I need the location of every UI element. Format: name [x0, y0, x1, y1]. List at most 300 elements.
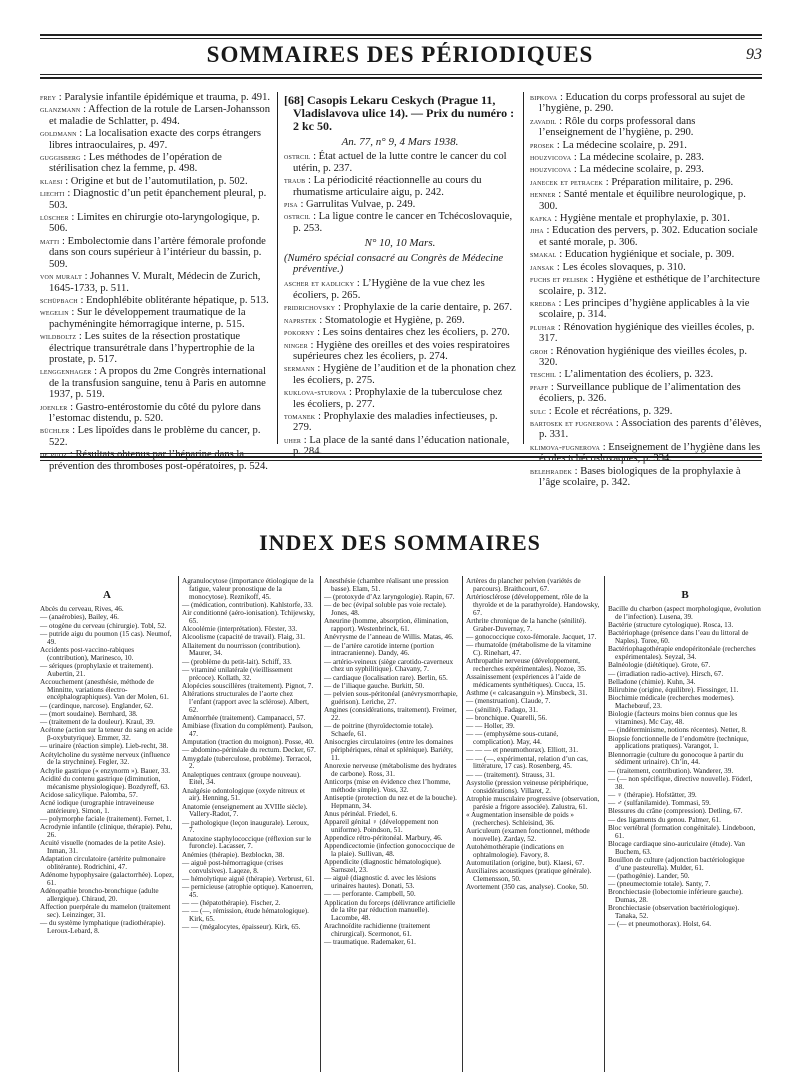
index-entry: — — (emphysème sous-cutané, complication). May, 44.: [466, 730, 559, 746]
index-entry: — (irradiation radio-active). Hirsch, 67.: [608, 669, 724, 678]
page-header-title: SOMMAIRES DES PÉRIODIQUES: [206, 42, 594, 67]
summary-entry: [530, 249, 762, 260]
entry-author: traub: [284, 175, 306, 186]
entry-author: houzvicova: [530, 152, 572, 163]
index-entry: Acuité visuelle (nomades de la petite Asie). Inman, 31.: [40, 839, 166, 855]
index-letter-b: B: [681, 589, 689, 601]
summary-entry: [40, 331, 272, 365]
summary-entry: [40, 425, 272, 448]
index-entry: — (cardinque, narcose). Englander, 62.: [40, 701, 154, 710]
index-entry: — rhumatoïde (métabolisme de la vitamine C). Rinehart, 47.: [466, 641, 592, 657]
index-entries-5: [608, 606, 762, 929]
entry-author: fuchs et pelisek: [530, 274, 589, 285]
entry-author: sulc: [530, 405, 547, 416]
index-entry: — (pneumectomie totale). Santy, 7.: [608, 880, 711, 888]
index-entry: — — (mégalocytes, épaisseur). Kirk, 65.: [182, 923, 301, 932]
entry-author: kuklova-sturova: [284, 387, 347, 398]
index-entry: Adénopathie broncho-bronchique (adulte allergique). Chiraud, 20.: [40, 887, 159, 903]
index-entry: Alcoolisme (capacité de travail). Flaig, 31.: [182, 633, 305, 642]
summary-entry: [40, 176, 272, 187]
index-entry: — (protoxyde d’Az laryngologie). Rapin, 67.: [324, 593, 455, 601]
index-entry: — (— et pneumothorax). Holst, 64.: [608, 920, 712, 929]
entry-text: : Origine et but de l’automutilation, p. 502.: [65, 175, 248, 187]
entry-text: : Sur le développement traumatique de la pachyméningite hémorragique interne, p. 515.: [49, 307, 246, 330]
entry-text: : État actuel de la lutte contre le cancer du col utérin, p. 237.: [293, 151, 507, 174]
entry-text: : Prophylaxie de la carie dentaire, p. 267.: [337, 302, 513, 314]
issue-note: (Numéro spécial consacré au Congrès de Médecine préventive.): [284, 252, 504, 276]
summary-entry: [40, 152, 272, 175]
index-entry: — abdomino-périnéale du rectum. Decker, 67.: [182, 746, 316, 755]
entry-text: : L’alimentation des écoliers, p. 323.: [558, 369, 714, 381]
index-entry: Artères du plancher pelvien (variétés de parcours). Braithcourt, 67.: [466, 577, 581, 593]
entry-text: : Ecole et récréations, p. 329.: [548, 405, 673, 417]
entry-author: guggisberg: [40, 152, 81, 163]
index-column-5: [608, 578, 762, 1070]
summary-entry: [530, 92, 762, 115]
index-entry: Biologie (facteurs moins bien connus que les vitamines). Mc Cay, 48.: [608, 710, 738, 726]
index-entry: — (mort soudaine). Bernhard, 38.: [40, 709, 138, 718]
index-entry: — de l’iliaque gauche. Burkitt, 50.: [324, 681, 425, 690]
entry-text: : Limites en chirurgie oto-laryngologique, p. 506.: [49, 212, 260, 235]
index-entry: — otogène du cerveau (chirurgie). Tobl, 52.: [40, 621, 167, 630]
entry-author: groh: [530, 345, 548, 356]
index-entry: Accouchement (anesthésie, méthode de Minnitte, variations électro-encéphalographiques). Van der Molen, 61.: [40, 677, 169, 702]
index-entry: Bloc vertébral (formation congénitale). Lindeboon, 61.: [608, 823, 756, 840]
index-entry: Avortement (350 cas, analyse). Cooke, 50.: [466, 883, 589, 891]
header-rule-top-2: [40, 38, 762, 39]
entry-author: lenggenhager: [40, 366, 92, 377]
index-entry: — — (hépatothérapie). Fischer, 2.: [182, 899, 281, 907]
index-entry: Adaptation circulatoire (artérite pulmonaire oblitérante). Rodrichini, 47.: [40, 855, 166, 871]
entry-author: ostrcil: [284, 211, 311, 222]
entry-author: matti: [40, 235, 60, 246]
entry-author: kredba: [530, 297, 556, 308]
summary-entry: [284, 175, 516, 198]
entry-author: houzvicova: [530, 164, 572, 175]
summary-entry: [530, 140, 762, 151]
index-entry: — (problème du petit-lait). Schiff, 33.: [182, 657, 292, 666]
index-entry: — aiguë post-hémorragique (crises convulsives). Laqeze, 8.: [182, 858, 284, 875]
index-entry: Anus périnéal. Friedel, 6.: [324, 809, 398, 818]
summary-entry: [40, 295, 272, 306]
index-entry: Angines (considérations, traitement). Freimer, 22.: [324, 706, 457, 722]
entry-text: : La périodicité réactionnelle au cours du rhumatisme articulaire aigu, p. 242.: [293, 175, 482, 198]
index-entry: Biopsie fonctionnelle de l’endomètre (technique, applications pratiques). Varangot, 1.: [608, 734, 749, 751]
entry-text: : Rénovation hygiénique des vieilles écoles, p. 320.: [539, 345, 747, 368]
index-entry: Acétone (action sur la teneur du sang en acide β-oxybutyrique). Emmer, 32.: [40, 726, 173, 742]
entry-text: : Prophylaxie de la tuberculose chez les écoliers, p. 277.: [293, 387, 503, 410]
entry-author: uher: [284, 434, 302, 445]
index-letter-a: A: [103, 589, 111, 601]
entry-author: von muralt: [40, 271, 82, 282]
entry-author: tomanek: [284, 410, 316, 421]
index-entry: Anémies (thérapie). Bezblockn, 38.: [182, 850, 285, 859]
index-entry: Analeptiques centraux (groupe nouveau). Eitel, 34.: [182, 770, 301, 787]
section-rule-3: [40, 460, 762, 461]
entry-text: : Les soins dentaires chez les écoliers, p. 270.: [317, 327, 510, 339]
summary-entry: [530, 322, 762, 345]
periodicals-summary: [40, 92, 762, 488]
index-entry: Bouillon de culture (adjonction bactériologique d’une pasteurella). Mulder, 61.: [608, 855, 745, 872]
entry-author: glanzmann: [40, 104, 81, 115]
summary-entry: [530, 152, 762, 163]
index-entry: Belladone (chimie). Kuhn, 34.: [608, 677, 696, 686]
entry-text: : Les lipoïdes dans le problème du cancer, p. 522.: [49, 425, 261, 448]
index-entry: — (pathogénie). Lander, 50.: [608, 871, 690, 880]
entry-text: : Santé mentale et équilibre neurologique, p. 300.: [539, 189, 746, 212]
index-entry: Arthropathie nerveuse (développement, recherches expérimentales). Nozoe, 35.: [466, 657, 587, 673]
issue-heading-1: An. 77, n° 9, 4 Mars 1938.: [341, 136, 459, 148]
index-entry: Affection puerpérale du mamelon (traitement sec). Leinzinger, 31.: [40, 903, 171, 919]
entry-text: : Education des pervers, p. 302. Education sociale et santé morale, p. 306.: [539, 225, 758, 248]
journal-heading: [68] Casopis Lekaru Ceskych (Prague 11, Vladislavova ulice 14). — Prix du numéro : 2 kc 50.: [284, 93, 515, 133]
header-rule-bottom-2: [40, 77, 762, 79]
entry-text: : Diagnostic d’un petit épanchement pleural, p. 503.: [49, 188, 267, 211]
index-entry: Acidité du contenu gastrique (diminution, mécanisme physiologique). Bozdyreff, 63.: [40, 774, 170, 791]
index-entry: Antiseptie (protection du nez et de la bouche). Hepmann, 34.: [324, 793, 457, 810]
entry-text: : Stomatologie et Hygiène, p. 269.: [319, 314, 465, 326]
entry-author: frey: [40, 92, 57, 102]
summary-entry: [40, 188, 272, 211]
summary-entry: [284, 278, 516, 301]
index-entry: Amputation (traction du moignon). Posse, 40.: [182, 738, 314, 746]
index-entry: — polymorphe faciale (traitement). Fernet, 1.: [40, 815, 172, 823]
index-entry: Acétylcholine du système nerveux (influence de la strychnine). Fegler, 32.: [40, 750, 171, 767]
entry-author: ostrcil: [284, 151, 311, 162]
summary-entry: [40, 92, 272, 103]
index-entry: — (indéterminisme, notions récentes). Netter, 8.: [608, 726, 747, 735]
index-entry: Asthme (« calcasanguin »). Minsbeck, 31.: [466, 689, 588, 697]
index-entry: Anévrysme de l’anneau de Willis. Matas, 46.: [324, 633, 454, 642]
index-entry: — pathologique (leçon inaugurale). Leroux, 7.: [182, 818, 309, 835]
entry-author: jiha: [530, 225, 544, 236]
entry-text: : Les principes d’hygiène applicables à la vie scolaire, p. 314.: [539, 297, 750, 321]
index-entry: Bactériophagothérapie endopéritonéale (recherches expérimentales). Seyzal, 34.: [608, 645, 756, 661]
entry-author: büchler: [40, 425, 70, 436]
index-entry: Appareil génital ♀ (développement non uniforme). Poindson, 51.: [324, 818, 439, 834]
summary-entry: [530, 213, 762, 224]
index-entry: Alcoolémie (interprétation). Förster, 33.: [182, 625, 298, 633]
entry-text: : La médecine scolaire, p. 291.: [556, 139, 687, 151]
summary-entry: [40, 104, 272, 127]
entry-author: teschil: [530, 369, 557, 380]
summary-entry: [530, 177, 762, 188]
index-entry: — — (—, expérimental, relation d’un cas, littérature, 17 cas). Rosenberg, 45.: [466, 754, 588, 771]
index-column-1: [40, 578, 174, 1070]
index-entry: « Augmentation insensible de poids » (recherches). Schleisind, 36.: [466, 810, 575, 827]
summary-entry: [284, 411, 516, 434]
entry-author: schüpbach: [40, 294, 78, 305]
index-entry: — pelvien sous-péritonéal (anévrysmorrhapie, guérison). Leriche, 27.: [324, 690, 458, 706]
entry-author: pfaff: [530, 381, 549, 392]
index-entry: — urinaire (réaction simple). Lieb-recht, 38.: [40, 742, 169, 751]
issue-heading-2: N° 10, 10 Mars.: [364, 237, 436, 250]
entry-author: sermann: [284, 363, 315, 374]
index-entry: Appendicectomie (infection gonococcique de la plaie). Sullivan, 48.: [324, 842, 455, 858]
index-entry: Acidose salicylique. Palomba, 57.: [40, 790, 138, 799]
index-entry: Accidents post-vaccino-rabiques (contribution), Marinesco, 10.: [40, 645, 135, 662]
index-entry: Auxiliaires acoustiques (pratique générale). Clemensson, 50.: [466, 867, 592, 883]
summary-entry: [284, 151, 516, 174]
index-entry: Altérations structurales de l’aorte chez l’enfant (rapport avec la sclérose). Albert, 62.: [182, 690, 309, 714]
index-entry: Application du forceps (délivrance artificielle de la tête par réduction manuelle). Lacombe, 48.: [324, 898, 456, 922]
index-entry: Bacille du charbon (aspect morphologique, évolution de l’infection). Lusena, 39.: [608, 605, 761, 621]
summary-entry: [284, 302, 516, 313]
index-entry: Bilirubine (origine, équilibre). Fiessinger, 11.: [608, 686, 739, 694]
page-number: 93: [746, 46, 762, 63]
entry-text: : Embolectomie dans l’artère fémorale profonde dans son cours supérieur à l’intérieur du bassin, p. 509.: [49, 235, 266, 270]
index-entry: — artério-veineux (siège carotido-caverneux chez un syphilitique). Chavany, 7.: [324, 657, 454, 674]
index-entry: Amygdale (tuberculose, problème). Terracol, 2.: [182, 754, 312, 771]
index-entry: Anticorps (mise en évidence chez l’homme, méthode simple). Voss, 32.: [324, 777, 451, 794]
entry-text: : Rôle du corps professoral dans l’enseignement de l’hygiène, p. 290.: [539, 115, 696, 139]
index-entry: — ♀ (thérapie). Hofstätter, 39.: [608, 790, 697, 799]
entry-text: : Hygiène de l’audition et de la phonation chez les écoliers, p. 275.: [293, 363, 516, 386]
index-entry: — (traitement, contribution). Wanderer, 39.: [608, 766, 734, 775]
index-of-summaries: [40, 578, 762, 1070]
index-entry: Atrophie musculaire progressive (observation, parésie a frigore associée). Zalustra, 61.: [466, 794, 600, 811]
index-entry: Autohémothérapie (indications en ophtalmologie). Favory, 8.: [466, 842, 564, 859]
index-entry: — bronchique. Quarelli, 56.: [466, 713, 548, 722]
index-entry: Anatomie (enseignement au XVIIIe siècle). Vallery-Radot, 7.: [182, 802, 308, 819]
index-entry: Bactérie (structure cytologique). Rosca, 13.: [608, 621, 734, 629]
index-entry: — (traitement de la douleur). Kraul, 39.: [40, 718, 155, 726]
entry-author: joenler: [40, 401, 68, 412]
summary-entry: [284, 363, 516, 386]
summary-entry: [284, 199, 516, 210]
index-entry: Auriculeum (examen fonctionnel, méthode nouvelle). Zarday, 52.: [466, 826, 590, 843]
index-entry: — ♂ (sulfanilamide). Tommasi, 59.: [608, 799, 711, 807]
index-entry: Bactériophage (présence dans l’eau du littoral de Naples). Toree, 60.: [608, 629, 749, 645]
index-entry: Automutilation (origine, but). Klaesi, 67.: [466, 858, 585, 867]
index-entry: — — (—, rémission, étude hématologique). Kirk, 65.: [182, 907, 309, 923]
entry-text: : Surveillance publique de l’alimentation des écoliers, p. 326.: [539, 381, 741, 405]
entry-text: : La médecine scolaire, p. 293.: [573, 164, 704, 176]
index-entry: Blocage cardiaque sino-auriculaire (étude). Van Buchem, 63.: [608, 839, 745, 856]
entry-author: liechti: [40, 188, 65, 199]
index-entry: — — Holler, 39.: [466, 722, 515, 730]
entry-author: prosek: [530, 139, 555, 150]
index-entry: — vitaminé unilatérale (vieillissement précoce). Kollath, 32.: [182, 665, 293, 682]
summary-entry: [40, 271, 272, 294]
issue-2-entries: [284, 278, 516, 457]
index-entry: — (médication, contribution). Kahlstorfe, 33.: [182, 600, 313, 609]
index-entry: — des ligaments du genou. Palmer, 61.: [608, 815, 721, 824]
entry-text: : Garrulitas Vulvae, p. 249.: [300, 199, 416, 211]
entry-text: : Johannes V. Muralt, Médecin de Zurich, 1645-1733, p. 511.: [49, 271, 261, 294]
index-entry: Bronchiectasie (observation bactériologique). Tanaka, 52.: [608, 904, 740, 920]
entry-author: lüscher: [40, 212, 69, 223]
entry-text: : Les suites de la résection prostatique électrique transurétrale dans l’hypertrophie de la prostate, p. 517.: [49, 331, 255, 365]
entry-text: : La médecine scolaire, p. 283.: [573, 152, 704, 164]
summary-entry: [530, 382, 762, 405]
summary-column-2: [284, 92, 516, 458]
entry-author: wildboltz: [40, 331, 77, 342]
index-entry: Agranulocytose (importance étiologique de la fatigue, valeur pronostique de la monocytose). Reznikoff, 45.: [182, 577, 314, 601]
issue-1-entries: [284, 151, 516, 234]
entry-author: wegelin: [40, 307, 69, 318]
entry-text: : Les méthodes de l’opération de stérilisation chez la femme, p. 498.: [49, 152, 222, 175]
entry-author: fridrichovsky: [284, 302, 336, 313]
index-entry: — de poitrine (thyroïdectomie totale). Schaefe, 61.: [324, 722, 434, 738]
entry-text: : La place de la santé dans l’éducation nationale, p. 284.: [293, 434, 510, 458]
entry-text: : Hygiène mentale et prophylaxie, p. 301.: [554, 213, 730, 225]
summary-entry: [40, 402, 272, 425]
entry-author: henner: [530, 189, 556, 200]
index-entry: Asystolie (pression veineuse périphérique, considérations). Villaret, 2.: [466, 778, 589, 795]
index-entry: Air conditionné (aéro-ionisation). Tchijewsky, 65.: [182, 609, 315, 625]
summary-column-1: [40, 92, 272, 472]
entry-author: pisa: [284, 199, 298, 210]
index-entry: Allaitement du nourrisson (contribution). Maurer, 34.: [182, 641, 301, 658]
entry-author: bipkova: [530, 92, 558, 102]
summary-entry: [530, 406, 762, 417]
index-column-2: [182, 578, 316, 1070]
index-entry: Alopécies souscillères (traitement). Pignot, 7.: [182, 681, 314, 690]
entry-text: : Préparation militaire, p. 296.: [605, 176, 734, 188]
summary-entry: [530, 346, 762, 369]
section-rule-1: [40, 453, 762, 454]
index-entry: Appendice rétro-péritonéal. Marbury, 46.: [324, 834, 443, 842]
index-column-3: [324, 578, 458, 1070]
entry-author: ninger: [284, 339, 308, 350]
entry-text: : La localisation exacte des corps étrangers libres intraoculaires, p. 497.: [49, 128, 262, 151]
index-entry: Biochimie médicale (recherches modernes). Machebœuf, 23.: [608, 694, 735, 710]
index-entry: — pernicieuse (atrophie optique). Kanoerren, 45.: [182, 883, 313, 899]
index-title: INDEX DES SOMMAIRES: [259, 530, 541, 555]
entry-text: : Hygiène des oreilles et des voies respiratoires supérieures chez les écoliers, p. 274.: [293, 339, 510, 362]
index-entry: Arthrite chronique de la hanche (sénilité). Graber-Duvernay, 7.: [466, 616, 587, 633]
index-entry: — traumatique. Rademaker, 61.: [324, 938, 416, 947]
entry-text: : Les écoles slovaques, p. 310.: [556, 261, 686, 273]
entry-author: goldmann: [40, 128, 77, 139]
index-entry: — aiguë (diagnostic d. avec les lésions urinaires hautes). Donati, 53.: [324, 874, 436, 890]
summary-entry: [530, 369, 762, 380]
index-entry: Assainissement (expériences à l’aide de médicaments synthétiques). Cucca, 15.: [466, 673, 586, 689]
entry-author: pokorny: [284, 327, 315, 338]
summary-entry: [530, 164, 762, 175]
summary-entry: [530, 189, 762, 212]
entry-text: : L’Hygiène de la vue chez les écoliers, p. 265.: [293, 278, 485, 301]
summary-entry: [40, 236, 272, 270]
entry-author: naprstek: [284, 314, 317, 325]
index-entry: — — (traitement). Strauss, 31.: [466, 770, 555, 779]
entry-text: : Prophylaxie des maladies infectieuses, p. 279.: [293, 410, 498, 434]
entry-text: : Résultats obtenus par l’héparine dans la prévention des thromboses post-opératoires, p. 524.: [49, 449, 268, 472]
summary-entry: [284, 435, 516, 458]
index-entry: Abcès du cerveau, Rives, 46.: [40, 605, 124, 613]
index-entry: Appendicite (diagnostic hématologique). Sarnszel, 23.: [324, 858, 442, 874]
summary-column-3: [530, 92, 762, 488]
entry-author: ascher et kadlicky: [284, 278, 355, 289]
summary-entry: [530, 225, 762, 248]
summary-entry: [530, 116, 762, 139]
entry-text: : Rénovation hygiénique des vieilles écoles, p. 317.: [539, 321, 755, 345]
index-entry: Artériosclérose (développement, rôle de la thyroïde et de la parathyroïde). Handowsky, 67.: [466, 593, 600, 617]
summary-entry: [530, 274, 762, 297]
index-entry: — (menstruation). Claude, 7.: [466, 697, 551, 706]
summary-entry: [40, 307, 272, 330]
summary-entry: [530, 418, 762, 441]
summary-entry: [530, 298, 762, 321]
index-entry: Anatoxine staphylococcique (réflexion sur le furoncle). Lacasser, 7.: [182, 834, 312, 851]
index-entry: Achylie gastrique (« enzynorm »). Bauer, 33.: [40, 766, 171, 775]
index-entry: Aménorrhée (traitement). Campanacci, 57.: [182, 713, 306, 722]
entry-author: de puoz: [40, 449, 68, 460]
summary-entry: [284, 211, 516, 234]
summary-entry: [284, 340, 516, 363]
entry-text: : Endophlébite oblitérante hépatique, p. 513.: [80, 294, 269, 306]
index-entry: Acrodynie infantile (clinique, thérapie). Pehu, 26.: [40, 823, 173, 839]
entry-text: : Gastro-entérostomie du côté du pylore dans l’estomac distendu, p. 520.: [49, 401, 261, 424]
section-rule-2: [40, 456, 762, 458]
entry-text: : Bases biologiques de la prophylaxie à l’âge scolaire, p. 342.: [539, 465, 741, 488]
index-entry: Balnéologie (diététique). Grote, 67.: [608, 661, 711, 670]
index-entry: Blennorragie (culture du gonocoque à partir du sédiment urinaire). Ch’in, 44.: [608, 750, 744, 767]
entry-text: : Hygiène et esthétique de l’architecture scolaire, p. 312.: [539, 274, 760, 297]
index-entry: — de bec (évipal soluble pas voie rectale). Jones, 48.: [324, 601, 447, 617]
index-entry: — (sénilité). Fadago, 31.: [466, 705, 538, 714]
entry-author: jansak: [530, 261, 555, 272]
index-entry: — du système lymphatique (radiothérapie). Leroux-Lebard, 8.: [40, 919, 166, 935]
entry-author: pluhar: [530, 321, 556, 332]
index-entry: Adénome hypophysaire (galactorrhée). Lopez, 61.: [40, 871, 174, 887]
summary-entry: [284, 315, 516, 326]
summary-entry: [40, 366, 272, 400]
index-entries-1: [40, 606, 174, 936]
entry-author: belehradek: [530, 465, 572, 476]
entry-text: : La ligue contre le cancer en Tchécoslovaquie, p. 253.: [293, 211, 513, 234]
index-entry: Bronchiectasie (lobectomie inférieure gauche). Dumas, 28.: [608, 888, 743, 904]
summary-entry: [40, 128, 272, 151]
entry-author: klaesi: [40, 175, 63, 186]
entry-text: : Education hygiénique et sociale, p. 309.: [559, 249, 735, 261]
index-entry: Arachnoïdite rachidienne (traitement chirurgical). Scermonot, 61.: [324, 922, 431, 938]
entry-author: janecek et petracek: [530, 176, 604, 187]
index-entry: Acné iodique (urographie intraveineuse antérieure). Simon, 1.: [40, 799, 154, 815]
index-entry: — gonococcique coxo-fémorale. Jacquet, 17.: [466, 632, 597, 641]
index-entry: Analgésie odontologique (oxyde nitreux et air). Henning, 51.: [182, 786, 305, 803]
index-column-4: [466, 578, 600, 1070]
entry-author: zavadil: [530, 115, 557, 126]
entry-text: : Paralysie infantile épidémique et trauma, p. 491.: [58, 92, 271, 103]
entry-text: : Enseignement de l’hygiène dans les écoles tchécoslovaques, p. 334.: [539, 441, 761, 465]
index-entry: — cardiaque (localisation rare). Berlin, 65.: [324, 673, 448, 682]
entry-author: smakal: [530, 249, 557, 260]
index-entry: — — perforante. Campbell, 50.: [324, 890, 416, 899]
summary-entry: [530, 466, 762, 489]
summary-entry: [284, 327, 516, 338]
index-entry: — de l’artère carotide interne (portion intracranienne). Dandy, 46.: [324, 641, 434, 658]
index-entry: — putride aigu du poumon (15 cas). Neumof, 49.: [40, 629, 172, 646]
entry-author: kafka: [530, 213, 552, 224]
index-entry: Aneurine (homme, absorption, élimination, rapport). Westenbrinck, 61.: [324, 617, 449, 633]
entry-text: : A propos du 2me Congrès international de la transfusion sanguine, tenu à Paris en automne 1937, p. 519.: [49, 366, 266, 401]
summary-entry: [284, 387, 516, 410]
index-entry: Anisocrgies circulatoires (entre les domaines périphériques, rénal et splénique). Bariéty, 11.: [324, 738, 454, 762]
summary-entry: [530, 262, 762, 273]
index-entry: Amibiase (fixation du complément). Paulson, 47.: [182, 722, 313, 738]
entry-author: bartosek et fugnerova: [530, 417, 614, 428]
entry-text: : Education du corps professoral au sujet de l’hygiène, p. 290.: [539, 92, 745, 115]
index-entry: Anorexie nerveuse (métabolisme des hydrates de carbone). Ross, 31.: [324, 761, 457, 778]
entry-text: : Association des parents d’élèves, p. 331.: [539, 417, 762, 441]
index-entry: — sériques (prophylaxie et traitement). Aubertin, 21.: [40, 661, 154, 678]
index-entry: Anesthésie (chambre réalisant une pression basse). Elam, 51.: [324, 577, 449, 593]
index-entry: — hémolytique aiguë (thérapie). Verbrust, 61.: [182, 874, 315, 883]
summary-entry: [40, 212, 272, 235]
header-rule-top-1: [40, 34, 762, 36]
